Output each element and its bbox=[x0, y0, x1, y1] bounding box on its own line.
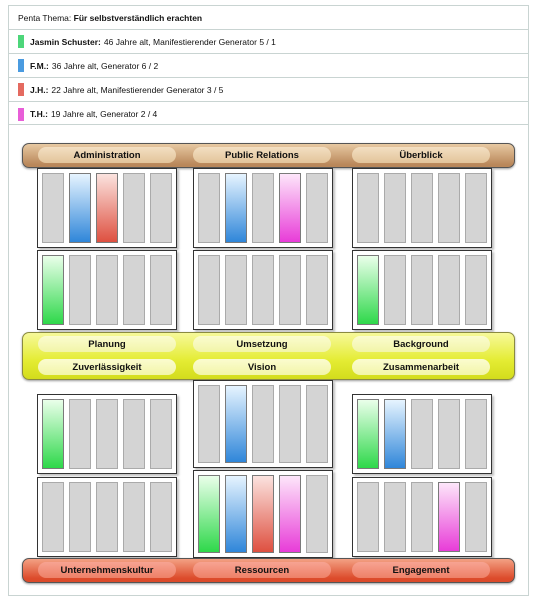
gate-cell-red bbox=[96, 173, 118, 243]
block-background bbox=[352, 250, 492, 330]
gate-cell-gray bbox=[123, 399, 145, 469]
gate-cell-green bbox=[42, 399, 64, 469]
person-info: 36 Jahre alt, Generator 6 / 2 bbox=[51, 60, 159, 71]
block-vision bbox=[193, 380, 333, 468]
label-ueberblick: Überblick bbox=[352, 147, 490, 163]
gate-cell-blue bbox=[384, 399, 406, 469]
person-info: 46 Jahre alt, Manifestierender Generator 5 / 1 bbox=[103, 36, 276, 47]
gate-cell-gray bbox=[123, 482, 145, 552]
theme-row bbox=[9, 6, 528, 30]
person-name: J.H.: bbox=[30, 84, 49, 95]
gate-cell-green bbox=[198, 475, 220, 553]
label-vision: Vision bbox=[193, 359, 331, 375]
header-table bbox=[8, 5, 529, 127]
person-color-swatch bbox=[18, 59, 24, 72]
block-administration bbox=[37, 168, 177, 248]
gate-cell-gray bbox=[69, 482, 91, 552]
gate-cell-gray bbox=[123, 255, 145, 325]
gate-cell-gray bbox=[69, 399, 91, 469]
gate-cell-blue bbox=[225, 385, 247, 463]
block-zusammenarbeit bbox=[352, 394, 492, 474]
gate-cell-gray bbox=[357, 173, 379, 243]
label-planung: Planung bbox=[38, 336, 176, 352]
label-unternehmenskultur: Unternehmenskultur bbox=[38, 562, 176, 578]
gate-cell-gray bbox=[411, 399, 433, 469]
person-name: F.M.: bbox=[30, 60, 49, 71]
gate-cell-gray bbox=[96, 399, 118, 469]
gate-cell-gray bbox=[252, 385, 274, 463]
label-umsetzung: Umsetzung bbox=[193, 336, 331, 352]
person-color-swatch bbox=[18, 83, 24, 96]
gate-cell-gray bbox=[438, 255, 460, 325]
gate-cell-gray bbox=[123, 173, 145, 243]
label-zuverlaessigkeit: Zuverlässigkeit bbox=[38, 359, 176, 375]
gate-cell-pink bbox=[279, 173, 301, 243]
person-info: 19 Jahre alt, Generator 2 / 4 bbox=[50, 109, 158, 119]
gate-cell-gray bbox=[279, 255, 301, 325]
label-zusammenarbeit: Zusammenarbeit bbox=[352, 359, 490, 375]
gate-cell-blue bbox=[69, 173, 91, 243]
block-zuverlaessigkeit bbox=[37, 394, 177, 474]
gate-cell-blue bbox=[225, 173, 247, 243]
gate-cell-gray bbox=[42, 482, 64, 552]
gate-cell-green bbox=[42, 255, 64, 325]
person-color-swatch bbox=[18, 35, 24, 48]
gate-cell-gray bbox=[384, 255, 406, 325]
gate-cell-gray bbox=[465, 255, 487, 325]
label-public-relations: Public Relations bbox=[193, 147, 331, 163]
gate-cell-gray bbox=[384, 482, 406, 552]
gate-cell-pink bbox=[279, 475, 301, 553]
label-administration: Administration bbox=[38, 147, 176, 163]
gate-cell-gray bbox=[384, 173, 406, 243]
gate-cell-gray bbox=[438, 399, 460, 469]
gate-cell-gray bbox=[306, 255, 328, 325]
gate-cell-gray bbox=[411, 173, 433, 243]
block-unternehmenskultur bbox=[37, 477, 177, 557]
gate-cell-gray bbox=[42, 173, 64, 243]
block-ueberblick bbox=[352, 168, 492, 248]
label-engagement: Engagement bbox=[352, 562, 490, 578]
person-row bbox=[9, 54, 528, 78]
gate-cell-gray bbox=[150, 399, 172, 469]
gate-cell-pink bbox=[438, 482, 460, 552]
gate-cell-gray bbox=[96, 255, 118, 325]
gate-cell-gray bbox=[411, 482, 433, 552]
gate-cell-gray bbox=[306, 173, 328, 243]
gate-cell-gray bbox=[357, 482, 379, 552]
label-background: Background bbox=[352, 336, 490, 352]
gate-cell-gray bbox=[96, 482, 118, 552]
gate-cell-gray bbox=[150, 482, 172, 552]
block-public-relations bbox=[193, 168, 333, 248]
block-umsetzung bbox=[193, 250, 333, 330]
gate-cell-gray bbox=[198, 385, 220, 463]
gate-cell-gray bbox=[198, 173, 220, 243]
block-planung bbox=[37, 250, 177, 330]
gate-cell-gray bbox=[252, 255, 274, 325]
gate-cell-gray bbox=[69, 255, 91, 325]
gate-cell-gray bbox=[150, 173, 172, 243]
person-row bbox=[9, 30, 528, 54]
person-row bbox=[9, 102, 528, 126]
theme-label: Penta Thema: bbox=[18, 12, 72, 23]
label-ressourcen: Ressourcen bbox=[193, 562, 331, 578]
gate-cell-green bbox=[357, 399, 379, 469]
person-name: T.H.: bbox=[30, 109, 48, 119]
gate-cell-gray bbox=[465, 482, 487, 552]
gate-cell-gray bbox=[411, 255, 433, 325]
gate-cell-red bbox=[252, 475, 274, 553]
theme-value: Für selbstverständlich erachten bbox=[73, 12, 203, 23]
gate-cell-gray bbox=[198, 255, 220, 325]
block-engagement bbox=[352, 477, 492, 557]
person-name: Jasmin Schuster: bbox=[30, 36, 101, 47]
gate-cell-gray bbox=[306, 385, 328, 463]
gate-cell-gray bbox=[225, 255, 247, 325]
gate-cell-blue bbox=[225, 475, 247, 553]
person-row bbox=[9, 78, 528, 102]
gate-cell-green bbox=[357, 255, 379, 325]
gate-cell-gray bbox=[306, 475, 328, 553]
gate-cell-gray bbox=[438, 173, 460, 243]
block-ressourcen bbox=[193, 470, 333, 558]
person-color-swatch bbox=[18, 108, 24, 121]
gate-cell-gray bbox=[465, 173, 487, 243]
gate-cell-gray bbox=[465, 399, 487, 469]
person-info: 22 Jahre alt, Manifestierender Generator 3 / 5 bbox=[51, 84, 224, 95]
gate-cell-gray bbox=[252, 173, 274, 243]
gate-cell-gray bbox=[279, 385, 301, 463]
gate-cell-gray bbox=[150, 255, 172, 325]
